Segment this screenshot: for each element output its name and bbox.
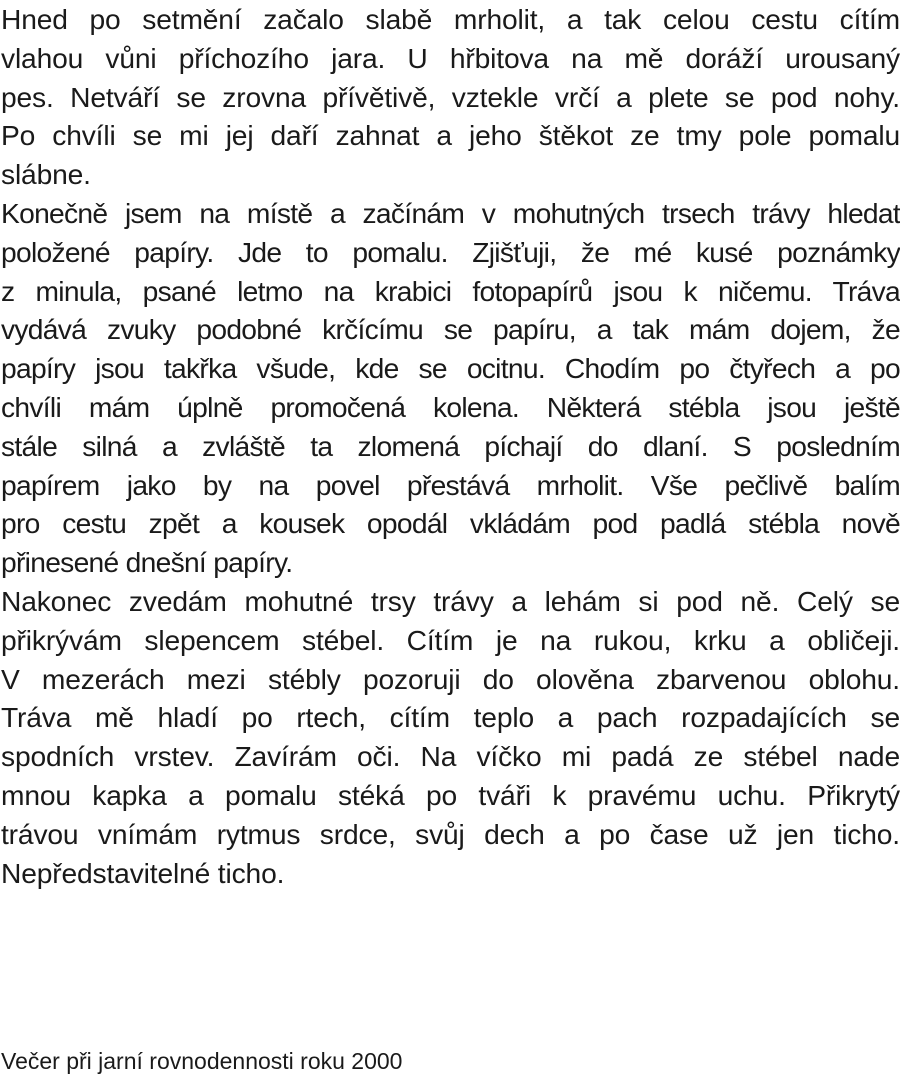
text-line: stále silná a zvláště ta zlomená píchají do dlaní. S posledním xyxy=(1,429,900,462)
paragraph-3 xyxy=(1,582,900,892)
text-line: Po chvíli se mi jej daří zahnat a jeho štěkot ze tmy pole pomalu xyxy=(1,119,900,152)
text-line: Nepředstavitelné ticho. xyxy=(1,856,285,889)
text-line: slábne. xyxy=(1,158,91,191)
text-line: chvíli mám úplně promočená kolena. Některá stébla jsou ještě xyxy=(1,390,900,423)
body-text xyxy=(1,0,900,892)
text-line: přikrývám slepencem stébel. Cítím je na rukou, krku a obličeji. xyxy=(1,623,900,656)
text-line: položené papíry. Jde to pomalu. Zjišťuji, že mé kusé poznámky xyxy=(1,235,900,268)
text-line: mnou kapka a pomalu stéká po tváři k pravému uchu. Přikrytý xyxy=(1,778,900,811)
text-line: pro cestu zpět a kousek opodál vkládám pod padlá stébla nově xyxy=(1,507,900,540)
paragraph-1 xyxy=(1,0,900,194)
paragraph-2 xyxy=(1,194,900,582)
text-line: z minula, psané letmo na krabici fotopapírů jsou k ničemu. Tráva xyxy=(1,274,900,307)
text-line: Hned po setmění začalo slabě mrholit, a tak celou cestu cítím xyxy=(1,3,900,35)
text-line: trávou vnímám rytmus srdce, svůj dech a po čase už jen ticho. xyxy=(1,817,900,850)
signature-date-line: Večer při jarní rovnodennosti roku 2000 xyxy=(1,1048,403,1074)
text-line: Tráva mě hladí po rtech, cítím teplo a pach rozpadajících se xyxy=(1,701,900,734)
text-line: Konečně jsem na místě a začínám v mohutných trsech trávy hledat xyxy=(1,196,900,229)
text-line: pes. Netváří se zrovna přívětivě, vztekle vrčí a plete se pod nohy. xyxy=(1,80,900,113)
text-line: spodních vrstev. Zavírám oči. Na víčko mi padá ze stébel nade xyxy=(1,740,900,773)
text-line: přinesené dnešní papíry. xyxy=(1,546,293,579)
text-line: V mezerách mezi stébly pozoruji do olověna zbarvenou oblohu. xyxy=(1,662,900,695)
text-line: vlahou vůni příchozího jara. U hřbitova na mě doráží urousaný xyxy=(1,41,900,74)
text-line: papírem jako by na povel přestává mrholit. Vše pečlivě balím xyxy=(1,468,900,501)
text-line: vydává zvuky podobné krčícímu se papíru, a tak mám dojem, že xyxy=(1,313,900,346)
text-line: Nakonec zvedám mohutné trsy trávy a lehám si pod ně. Celý se xyxy=(1,584,900,617)
text-line: papíry jsou takřka všude, kde se ocitnu. Chodím po čtyřech a po xyxy=(1,352,900,385)
